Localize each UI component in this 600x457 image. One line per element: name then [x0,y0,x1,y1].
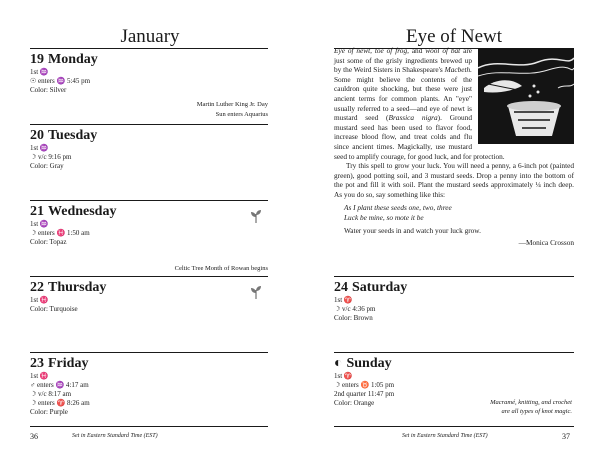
day-name: Saturday [352,280,408,295]
divider [30,200,268,201]
day-entry-saturday [334,280,574,350]
day-entry-thursday [30,280,268,350]
sprout-icon [250,285,262,299]
timezone-note: Set in Eastern Standard Time (EST) [72,433,158,439]
article-paragraph: Try this spell to grow your luck. You will need a penny, a 6-inch pot (painted green), good potting soil, and 3 mustard seeds. Drop a penny into the bottom of the pot and fill it with soil. Plant the mustard seeds approximately ¼ inch deep. As you do so, say something like this: [334,161,574,199]
day-number: 23 [30,356,44,371]
article-body [334,46,574,248]
events [68,100,268,120]
divider [30,124,268,125]
right-page [300,0,600,457]
day-entry-tuesday [30,128,268,198]
event-line: Celtic Tree Month of Rowan begins [174,265,268,272]
article-text: are just some of the grisly ingredients brewed up by the Weird Sisters in Shakespeare's [334,46,473,75]
verse-line: Luck be mine, so mote it be [344,212,424,222]
ingress-line: ☽ enters ♓ 1:50 am [30,229,90,237]
article-text: Brassica nigra [388,113,438,123]
day-number: 21 [30,204,44,219]
moon-sign: 1st ♈ [334,372,353,380]
divider [334,426,574,427]
day-color: Color: Silver [30,86,67,94]
day-color: Color: Orange [334,399,375,407]
day-name: Friday [48,356,89,371]
woodcut-illustration [478,48,574,144]
article-text: Some might believe the contents of the cauldron quite shocking, but these were just ancient terms for common plants. An "eye" usually referred to a seed—and eye of newt is mustard seed ( [334,74,472,123]
day-color: Color: Turquoise [30,305,78,313]
day-color: Color: Purple [30,408,68,416]
day-color: Color: Brown [334,314,373,322]
divider [334,276,574,277]
article-text: wool of bat [425,46,461,55]
day-color: Color: Topaz [30,238,67,246]
page-title: January [120,26,180,47]
author-byline: —Monica Crosson [518,238,574,248]
day-color: Color: Gray [30,162,64,170]
divider [30,352,268,353]
sunday-note [422,398,572,416]
day-name: Wednesday [48,204,117,219]
sprout-icon [250,209,262,223]
moon-sign: 1st ♓ [30,296,49,304]
day-entry-monday [30,52,268,116]
ingress-line: ♂ enters ♒ 4:17 am [30,381,89,389]
verse-line: As I plant these seeds one, two, three [344,202,452,212]
day-name: Thursday [48,280,107,295]
timezone-note: Set in Eastern Standard Time (EST) [402,433,488,439]
article-text: and [408,46,426,55]
void-of-course-line: ☽ v/c 4:36 pm [334,305,376,313]
divider [334,352,574,353]
note-line: are all types of knot magic. [501,408,572,415]
event-line: Martin Luther King Jr. Day [196,101,268,108]
day-number: 24 [334,280,348,295]
ingress-line: ☉ enters ♒ 5:45 pm [30,77,91,85]
ingress-line: ☽ enters ♉ 1:05 pm [334,381,395,389]
divider [30,48,268,49]
moon-sign: 1st ♒ [30,144,49,152]
divider [30,426,268,427]
day-number: 19 [30,52,44,67]
article-text: Eye of newt, toe of frog, [334,46,409,55]
moon-phase-icon: ◐ [334,356,343,371]
ingress-line: ☽ enters ♈ 8:26 am [30,399,90,407]
article-text: Macbeth. [444,65,472,75]
moon-phase-line: 2nd quarter 11:47 pm [334,390,395,398]
day-entry-wednesday [30,204,268,274]
day-entry-friday [30,356,268,426]
day-name: Sunday [346,356,392,371]
page-number: 37 [562,432,570,441]
day-number: 22 [30,280,44,295]
divider [30,276,268,277]
void-of-course-line: ☽ v/c 8:17 am [30,390,72,398]
day-name: Monday [48,52,98,67]
moon-sign: 1st ♓ [30,372,49,380]
article-text: ). Ground mustard seed has been used to flavor food, increase blood flow, and treat colds and flu since ancient times. Magickally, use mustard seed to amplify courage, for good luck, and for protection. [334,113,505,161]
spell-verse [334,203,574,223]
page-number: 36 [30,432,38,441]
events [68,264,268,274]
day-number: 20 [30,128,44,143]
moon-sign: 1st ♒ [30,68,49,76]
article-title: Eye of Newt [405,26,503,47]
event-line: Sun enters Aquarius [215,111,268,118]
note-line: Macramé, knitting, and crochet [490,399,572,406]
article-paragraph: Water your seeds in and watch your luck grow. [344,225,481,235]
void-of-course-line: ☽ v/c 9:16 pm [30,153,72,161]
moon-sign: 1st ♒ [30,220,49,228]
moon-sign: 1st ♈ [334,296,353,304]
day-name: Tuesday [48,128,98,143]
